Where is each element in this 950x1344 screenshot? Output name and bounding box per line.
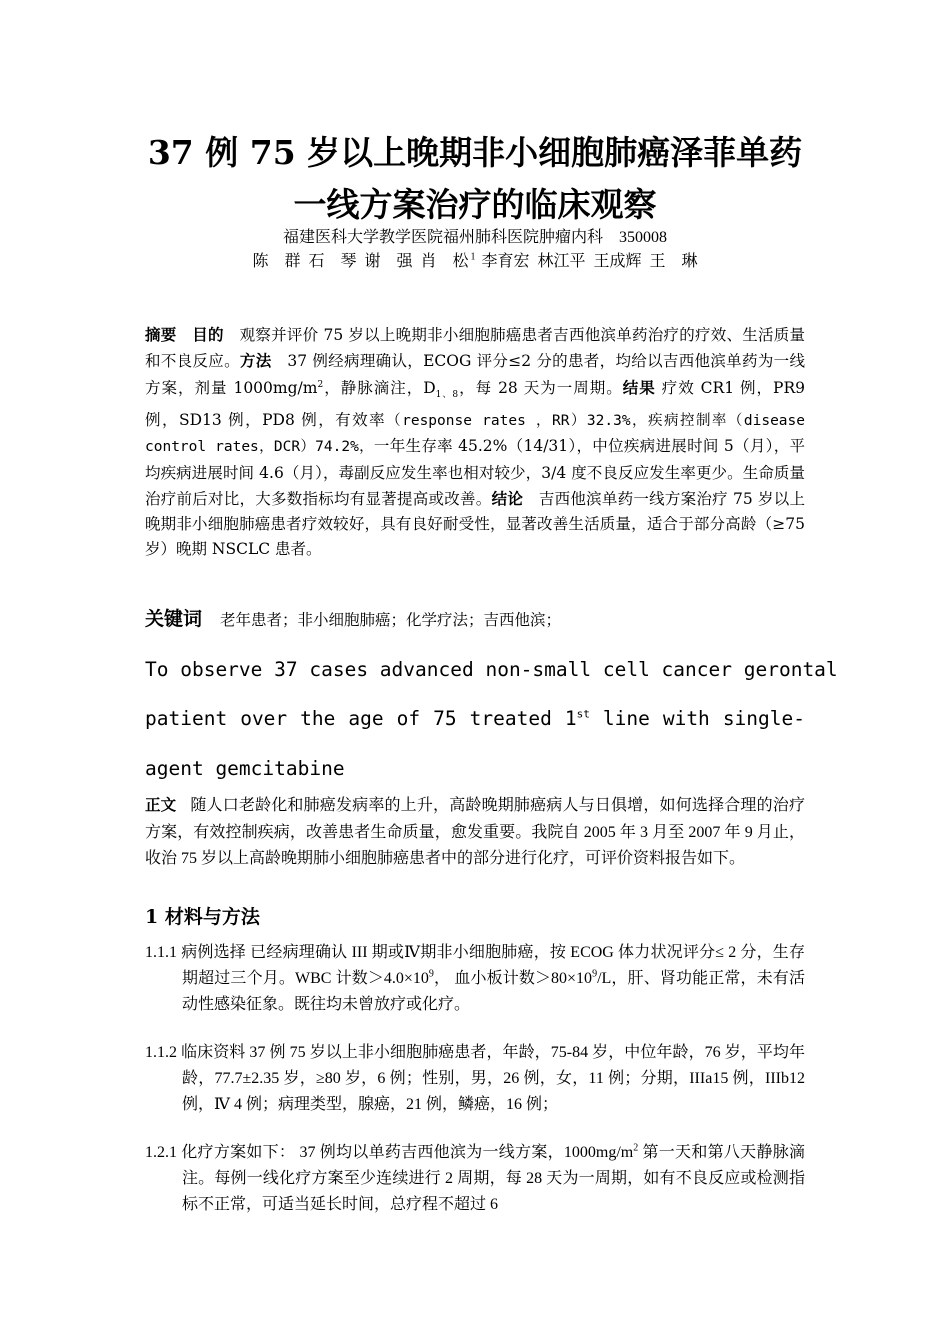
methods-label: 方法 bbox=[239, 351, 272, 371]
keywords-text: 老年患者；非小细胞肺癌；化学疗法；吉西他滨； bbox=[220, 611, 562, 629]
keywords bbox=[145, 606, 805, 633]
english-title-line3: agent gemcitabine bbox=[145, 757, 345, 780]
section-heading: 1 材料与方法 bbox=[145, 906, 260, 928]
author: 王 琳 bbox=[649, 253, 698, 270]
author: 王成辉 bbox=[593, 253, 642, 270]
results-text: 疗效 CR1 例，PR9 例，SD13 例，PD8 例，有效率 bbox=[145, 378, 805, 429]
english-title-sup: st bbox=[576, 707, 590, 721]
keywords-label: 关键词 bbox=[145, 608, 203, 630]
item-text: 病例选择 已经病理确认 III 期或Ⅳ期非小细胞肺癌，按 ECOG 体力状况评分≤ 2 分，生存期超过三个月。WBC 计数＞4.0×10 bbox=[177, 944, 805, 987]
methods-text: ，每 28 天为一周期。 bbox=[458, 378, 623, 397]
list-item bbox=[145, 940, 805, 1018]
methods-text: ，静脉滴注，D bbox=[323, 378, 436, 397]
author: 谢 强 bbox=[364, 253, 413, 270]
author-footnote-mark: 1 bbox=[470, 251, 476, 263]
methods-sup: 2 bbox=[317, 379, 324, 390]
item-number: 1.2.1 bbox=[145, 1144, 177, 1161]
author: 肖 松 bbox=[420, 253, 469, 270]
english-title-line2 bbox=[145, 706, 805, 732]
item-text: ， 血小板计数＞80×10 bbox=[433, 970, 593, 987]
author: 陈 群 bbox=[252, 253, 301, 270]
item-sup: 9 bbox=[592, 968, 598, 980]
author-list bbox=[100, 251, 850, 273]
english-title-text: line with single- bbox=[589, 707, 805, 730]
item-text: /L，肝、肾功能正常，未有活动性感染征象。既往均未曾放疗或化疗。 bbox=[182, 970, 805, 1013]
results-label: 结果 bbox=[622, 377, 656, 397]
abstract bbox=[145, 322, 805, 563]
author: 石 琴 bbox=[308, 253, 357, 270]
author: 林江平 bbox=[537, 253, 586, 270]
item-text: 化疗方案如下： 37 例均以单药吉西他滨为一线方案，1000mg/m bbox=[177, 1144, 634, 1161]
intro-label: 正文 bbox=[145, 796, 177, 814]
methods-sub: 1、8 bbox=[435, 389, 459, 400]
intro-paragraph bbox=[145, 792, 805, 873]
objective-text: 观察并评价 75 岁以上晚期非小细胞肺癌患者吉西他滨单药治疗的疗效、生活质量和不良反应。 bbox=[145, 326, 805, 371]
item-sup: 9 bbox=[428, 968, 434, 980]
item-text: 临床资料 37 例 75 岁以上非小细胞肺癌患者，年龄，75-84 岁，中位年龄，76 岁，平均年龄，77.7±2.35 岁，≥80 岁，6 例；性别，男，26 例，女，11 例；分期，IIIa15 例，IIIb12 例，Ⅳ 4 例；病理类型，腺癌，21 例，鳞癌，16 例； bbox=[177, 1044, 805, 1113]
results-text-mono: （response rates ，RR）32.3%，疾病控制率（disease control rates，DCR）74.2%， bbox=[145, 412, 805, 456]
affiliation: 福建医科大学教学医院福州肺科医院肿瘤内科 350008 bbox=[282, 229, 667, 246]
list-item bbox=[145, 1140, 805, 1218]
abstract-label: 摘要 bbox=[145, 325, 177, 344]
page-title-line2: 一线方案治疗的临床观察 bbox=[293, 185, 657, 224]
item-number: 1.1.1 bbox=[145, 944, 177, 961]
intro-text: 随人口老龄化和肺癌发病率的上升，高龄晚期肺癌病人与日俱增，如何选择合理的治疗方案，有效控制疾病，改善患者生命质量，愈发重要。我院自 2005 年 3 月至 2007 年 9 月止，收治 75 岁以上高龄晚期肺小细胞肺癌患者中的部分进行化疗，可评价资料报告如下。 bbox=[145, 797, 805, 867]
item-text: 第一天和第八天静脉滴注。每例一线化疗方案至少连续进行 2 周期，每 28 天为一周期，如有不良反应或检测指标不正常，可适当延长时间，总疗程不超过 6 bbox=[182, 1144, 805, 1213]
objective-label: 目的 bbox=[192, 325, 224, 344]
list-item bbox=[145, 1040, 805, 1118]
item-sup: 2 bbox=[633, 1142, 639, 1154]
conclusion-text: 吉西他滨单药一线方案治疗 75 岁以上晚期非小细胞肺癌患者疗效较好，具有良好耐受性，显著改善生活质量，适合于部分高龄（≥75 岁）晚期 NSCLC 患者。 bbox=[145, 489, 805, 559]
conclusion-label: 结论 bbox=[491, 488, 524, 508]
item-number: 1.1.2 bbox=[145, 1044, 177, 1061]
english-title-text: patient over the age of 75 treated 1 bbox=[145, 707, 577, 730]
methods-text: 37 例经病理确认，ECOG 评分≤2 分的患者，均给以吉西他滨单药为一线方案，剂量 1000mg/m bbox=[145, 352, 805, 397]
english-title-line1: To observe 37 cases advanced non-small cell cancer gerontal bbox=[145, 658, 838, 681]
results-text: 一年生存率 45.2%（14/31），中位疾病进展时间 5（月），平均疾病进展时间 4.6（月），毒副反应发生率也相对较少，3/4 度不良反应发生率更少。生命质量治疗前后对比，大多数指标均有显著提高或改善。 bbox=[145, 437, 805, 508]
page-title-line1: 37 例 75 岁以上晚期非小细胞肺癌泽菲单药 bbox=[147, 133, 803, 172]
author: 李育宏 bbox=[481, 253, 530, 270]
